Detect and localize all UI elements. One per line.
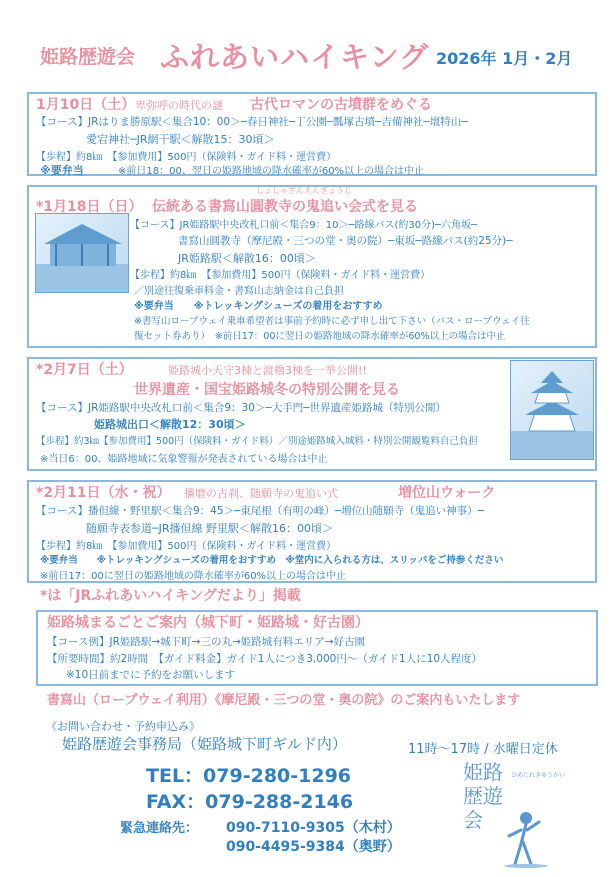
fax-number: FAX：079-288-2146 (146, 791, 354, 813)
header-org: 姫路歴遊会 (40, 46, 136, 68)
event-date: *2月7日（土） (36, 362, 133, 378)
event-subtitle: 姫路城小天守3棟と渡櫓3棟を一挙公開!! (168, 364, 367, 377)
event-bento: ※要弁当 ※トレッキングシューズの着用をおすすめ (134, 301, 383, 312)
temple-photo (35, 213, 129, 293)
header-date: 2026年 1月・2月 (436, 49, 573, 68)
logo-small-text: ひめじれきゆうかい (511, 772, 566, 779)
event-subtitle: 卑弥呼の時代の謎 (135, 99, 223, 112)
event-note: ※前日18：00、翌日の姫路地域の降水確率が60%以上の場合は中止 (118, 166, 425, 177)
castle-photo (510, 360, 594, 460)
tel-number[interactable]: TEL：079-280-1296 (146, 765, 352, 787)
event-walk: 【歩程】約8㎞ 【参加費用】500円（保険料・ガイド料・運営費） (36, 541, 337, 552)
event-date: *1月18日（日） (36, 199, 143, 215)
event-date: 1月10日（土） (36, 97, 136, 113)
event-note: ※当日6：00、姫路地域に気象警報が発表されている場合は中止 (40, 454, 328, 465)
tour-course: 【コース例】JR姫路駅→城下町→三の丸→姫路城有料エリア→好古園 (47, 636, 366, 648)
contact-label: 《お問い合わせ・予約申込み》 (46, 720, 200, 733)
event-bento: ※要弁当 ※トレッキングシューズの着用をおすすめ ※堂内に入られる方は、スリッパをご持参ください (40, 555, 504, 566)
event-note: ※前日17：00に翌日の姫路地域の降水確率が60%以上の場合は中止 (40, 571, 347, 582)
event-extra: ／別途往復乗車料金・書寫山志納金は自己負担 (134, 286, 344, 297)
header-title: ふれあいハイキング (160, 40, 430, 74)
emergency-label: 緊急連絡先： (120, 821, 199, 836)
tour-title: 姫路城まるごとご案内（城下町・姫路城・好古園） (47, 615, 369, 631)
org-logo (463, 760, 566, 870)
event-date: *2月11日（水・祝） (36, 485, 171, 501)
emergency-contact-1[interactable]: 090-7110-9305（木村） (226, 820, 401, 836)
event-walk: 【歩程】約8㎞ 【参加費用】500円（保険料・ガイド料・運営費） (130, 270, 431, 281)
event-subtitle: 播磨の古刹、随願寺の鬼追い式 (184, 487, 338, 500)
event-course-2: 姫路城出口＜解散12：30頃＞ (94, 418, 246, 431)
event-title: 世界遺産・国宝姫路城冬の特別公開を見る (134, 382, 400, 398)
event-course: 【コース】JR姫路駅中央改札口前＜集合9：10＞─路線バス(約30分)─六角坂─ (130, 220, 478, 231)
event-course-2: 書寫山圓教寺（摩尼殿・三つの堂・奥の院）─東坂─路線バス(約25分)─ (178, 235, 513, 247)
event-bento: ※要弁当 (40, 164, 84, 177)
hiker-icon (501, 808, 551, 868)
event-note: ※書写山ロープウェイ乗車希望者は事前予約時に必ず申し出て下さい（バス・ロープウェイ往 (134, 316, 530, 327)
shosha-guide: 書寫山（ロープウェイ利用）《摩尼殿・三つの堂・奥の院》のご案内もいたします (47, 693, 521, 708)
event-course: 【コース】播但線・野里駅＜集合9：45＞─東尾根（有明の峰）─増位山随願寺（鬼追い神事）─ (36, 505, 484, 517)
event-note-2: 復セット券あり） ※前日17：00に翌日の姫路地域の降水確率が60%以上の場合は中止 (134, 331, 506, 342)
office-name: 姫路歴遊会事務局（姫路城下町ギルド内） (62, 735, 347, 753)
event-title: 伝統ある書寫山圓教寺の鬼追い会式を見る (152, 199, 418, 215)
event-ruby: しょしゃざんえんぎょうじ (256, 186, 352, 195)
event-walk: 【歩程】約3㎞【参加費用】500円（保険料・ガイド料）／別途姫路城入城料・特別公開観覧料自己負担 (36, 436, 478, 447)
emergency-contact-2[interactable]: 090-4495-9384（奥野） (226, 839, 401, 855)
logo-text: 姫路歴遊会 (463, 760, 503, 832)
event-title: 古代ロマンの古墳群をめぐる (250, 97, 432, 113)
event-course-3: JR姫路駅＜解散16：00頃＞ (178, 252, 316, 265)
announcement: *は「JRふれあいハイキングだより」掲載 (40, 588, 301, 604)
event-course-2: 随願寺表参道─JR播但線 野里駅＜解散16：00頃＞ (86, 522, 333, 535)
event-course: 【コース】JR姫路駅中央改札口前＜集合9：30＞─大手門─世界遺産姫路城（特別公開） (36, 402, 447, 414)
office-hours: 11時～17時 / 水曜日定休 (408, 742, 558, 757)
event-title: 増位山ウォーク (398, 485, 496, 501)
tour-note: ※10日前までに予約をお願いします (66, 669, 236, 681)
event-course: 【コース】JRはりま勝原駅＜集合10：00＞─春日神社─丁公園─瓢塚古墳─吉備神社─壇特山─ (36, 116, 468, 128)
event-walk: 【歩程】約8㎞ 【参加費用】500円（保険料・ガイド料・運営費） (36, 152, 337, 163)
event-course-2: 愛宕神社─JR網干駅＜解散15：30頃＞ (86, 133, 275, 146)
tour-time: 【所要時間】約2時間 【ガイド料金】ガイド1人につき3,000円～（ガイド1人に10人程度） (47, 653, 483, 665)
